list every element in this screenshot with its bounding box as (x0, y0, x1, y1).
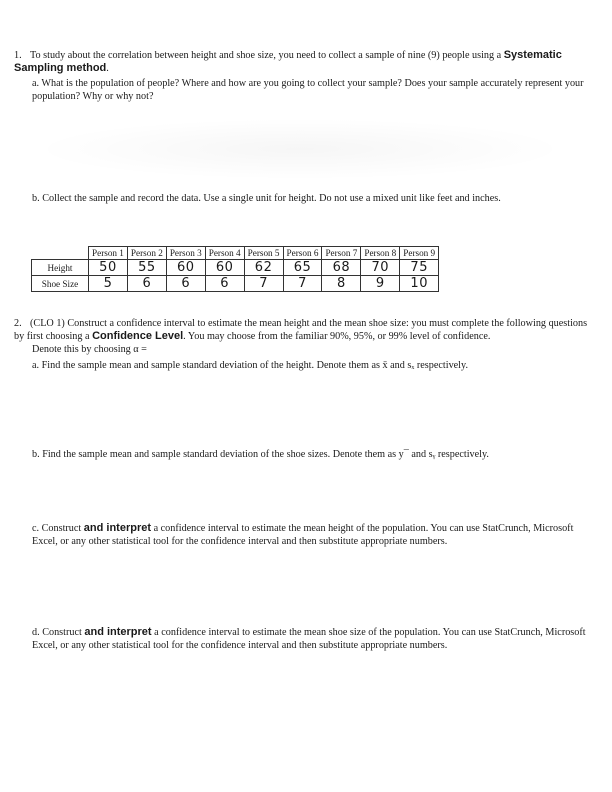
erased-answer-area (30, 118, 570, 180)
question-2-number: 2. (14, 318, 22, 329)
shoe-size-cell: 7 (244, 276, 283, 292)
denote-alpha: Denote this by choosing α = (32, 344, 147, 355)
table-header: Person 3 (166, 247, 205, 260)
height-cell: 62 (244, 260, 283, 276)
question-1-stem: 1. To study about the correlation between height and shoe size, you need to collect a sample of nine (9) people using a Systematic Sampling method. (14, 49, 562, 74)
height-cell: 60 (166, 260, 205, 276)
table-header: Person 9 (400, 247, 439, 260)
height-cell: 60 (205, 260, 244, 276)
table-header: Person 7 (322, 247, 361, 260)
table-header: Person 5 (244, 247, 283, 260)
confidence-level-bold: Confidence Level (92, 330, 184, 342)
height-cell: 65 (283, 260, 322, 276)
shoe-size-cell: 9 (361, 276, 400, 292)
question-1a: a. What is the population of people? Where and how are you going to collect your sample? Does your sample accurately represent your population? Why or why not? (32, 78, 584, 102)
table-row (32, 260, 439, 276)
shoe-size-cell: 8 (322, 276, 361, 292)
row-label-shoe-size: Shoe Size (32, 276, 89, 292)
systematic-sampling-bold: Systematic Sampling method (14, 49, 562, 74)
shoe-size-cell: 6 (205, 276, 244, 292)
table-row (32, 276, 439, 292)
question-2a: a. Find the sample mean and sample standard deviation of the height. Denote them as x̄ and sₓ respectively. (32, 360, 468, 371)
table-header: Person 6 (283, 247, 322, 260)
table-header-row (32, 247, 439, 260)
table-header: Person 1 (89, 247, 128, 260)
height-cell: 68 (322, 260, 361, 276)
question-2d: d. Construct and interpret a confidence interval to estimate the mean shoe size of the population. You can use StatCrunch, Microsoft Excel, or any other statistical tool for the confidence interval and then substitute appropriate numbers. (32, 626, 586, 651)
shoe-size-cell: 7 (283, 276, 322, 292)
question-2-stem: 2. (CLO 1) Construct a confidence interval to estimate the mean height and the mean shoe size: you must complete the following questions by first choosing a Confidence Level. You may choose from the familiar 90%, 95%, or 99% level of confidence. (14, 318, 588, 342)
height-cell: 75 (400, 260, 439, 276)
question-2 (14, 317, 599, 372)
question-2b: b. Find the sample mean and sample standard deviation of the shoe sizes. Denote them as y¯ and sᵧ respectively. (32, 449, 489, 460)
row-label-height: Height (32, 260, 89, 276)
shoe-size-cell: 6 (166, 276, 205, 292)
question-1b: b. Collect the sample and record the data. Use a single unit for height. Do not use a mixed unit like feet and inches. (32, 193, 501, 204)
table-header: Person 2 (127, 247, 166, 260)
table-header: Person 4 (205, 247, 244, 260)
question-1-number: 1. (14, 50, 22, 61)
interpret-bold: and interpret (83, 522, 152, 534)
shoe-size-cell: 5 (89, 276, 128, 292)
shoe-size-cell: 6 (127, 276, 166, 292)
shoe-size-cell: 10 (400, 276, 439, 292)
table-corner (32, 247, 89, 260)
height-cell: 70 (361, 260, 400, 276)
question-1 (14, 49, 599, 103)
height-cell: 50 (89, 260, 128, 276)
question-2c: c. Construct and interpret a confidence interval to estimate the mean height of the population. You can use StatCrunch, Microsoft Excel, or any other statistical tool for the confidence interval and then substitute appropriate numbers. (32, 522, 574, 547)
table-header: Person 8 (361, 247, 400, 260)
height-cell: 55 (127, 260, 166, 276)
sample-data-table (31, 246, 439, 292)
interpret-bold: and interpret (84, 626, 152, 638)
